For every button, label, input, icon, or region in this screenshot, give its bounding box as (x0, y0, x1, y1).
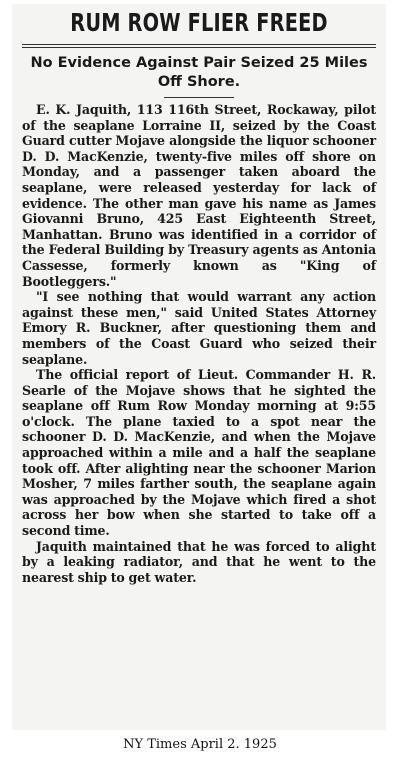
paragraph-1: E. K. Jaquith, 113 116th Street, Rockaway, pilot of the seaplane Lorraine II, seized by the Coast Guard cutter Mojave alongside the liquor schooner D. D. MacKenzie, twenty-five miles off shore on Monday, and a passenger taken aboard the seaplane, were released yesterday for lack of evidence. The other man gave his name as James Giovanni Bruno, 425 East Eighteenth Street, Manhattan. Bruno was identified in a corridor of the Federal Building by Treasury agents as Antonia Cassesse, formerly known as "King of Bootleggers." (22, 102, 376, 289)
headline: RUM ROW FLIER FREED (70, 8, 328, 37)
paragraph-2: "I see nothing that would warrant any action against these men," said United States Attorney Emory R. Buckner, after questioning them and members of the Coast Guard who seized their seaplane. (22, 289, 376, 367)
headline-rule-top (22, 44, 376, 45)
subhead-separator (164, 97, 234, 98)
article-body (22, 102, 376, 585)
paragraph-4: Jaquith maintained that he was forced to alight by a leaking radiator, and that he went to the nearest ship to get water. (22, 538, 376, 585)
headline-rule-bottom (22, 47, 376, 48)
paragraph-3: The official report of Lieut. Commander H. R. Searle of the Mojave shows that he sighted the seaplane off Rum Row Monday morning at 9:55 o'clock. The plane taxied to a spot near the schooner D. D. MacKenzie, and when the Mojave approached within a mile and a half the seaplane took off. After alighting near the schooner Marion Mosher, 7 miles farther south, the seaplane again was approached by the Mojave which fired a shot across her bow when she started to take off a second time. (22, 367, 376, 539)
newspaper-clipping (12, 4, 386, 730)
source-caption: NY Times April 2. 1925 (123, 737, 277, 752)
subheadline: No Evidence Against Pair Seized 25 Miles Off Shore. (30, 55, 368, 90)
